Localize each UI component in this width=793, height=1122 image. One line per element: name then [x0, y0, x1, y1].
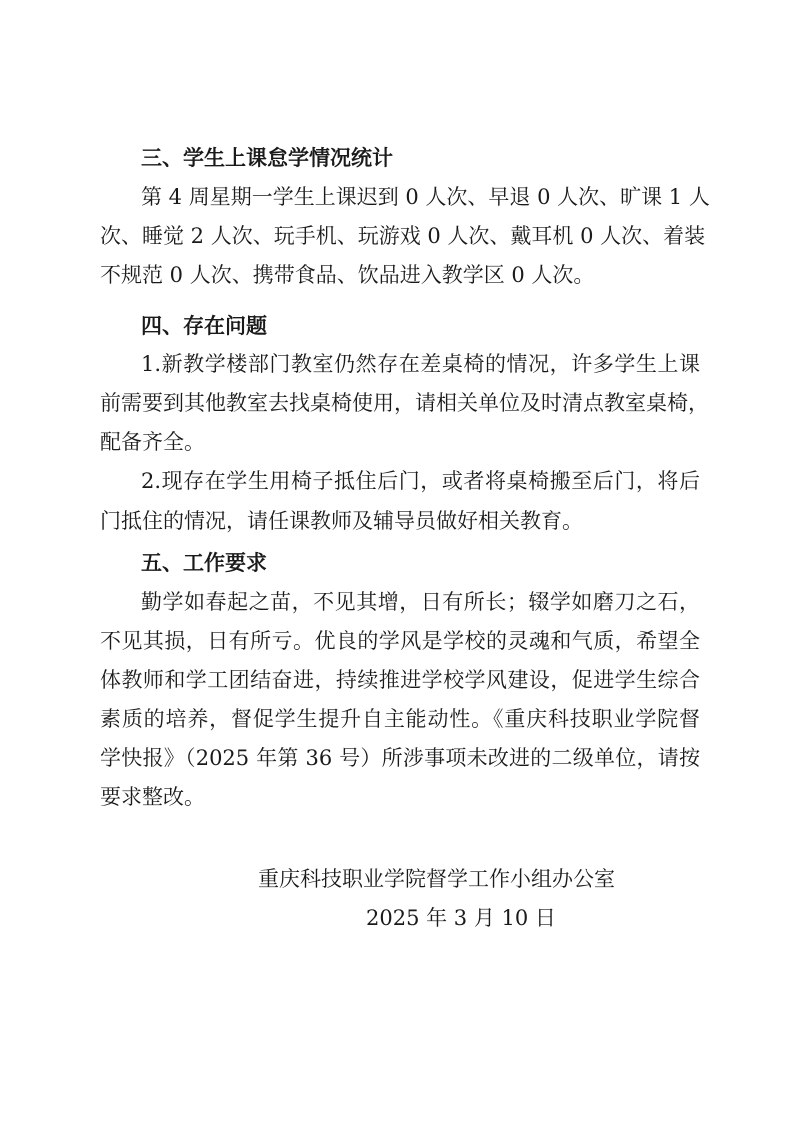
section-3-line-2: 次、睡觉 2 人次、玩手机、玩游戏 0 人次、戴耳机 0 人次、着装	[100, 224, 706, 248]
section-3-line-1: 第 4 周星期一学生上课迟到 0 人次、早退 0 人次、旷课 1 人	[141, 185, 710, 209]
section-3-heading: 三、学生上课怠学情况统计	[141, 146, 393, 170]
section-4-item-1-line-2: 前需要到其他教室去找桌椅使用，请相关单位及时清点教室桌椅，	[100, 391, 709, 415]
section-3-line-3: 不规范 0 人次、携带食品、饮品进入教学区 0 人次。	[100, 263, 595, 287]
section-4-item-2-line-1: 2.现存在学生用椅子抵住后门，或者将桌椅搬至后门，将后	[141, 469, 700, 493]
section-5-line-4: 素质的培养，督促学生提升自主能动性。《重庆科技职业学院督	[100, 707, 700, 731]
section-4-item-1-line-3: 配备齐全。	[100, 430, 205, 454]
section-4-item-2-line-2: 门抵住的情况，请任课教师及辅导员做好相关教育。	[100, 509, 583, 533]
section-5-line-3: 体教师和学工团结奋进，持续推进学校学风建设，促进学生综合	[100, 668, 700, 692]
section-5-line-6: 要求整改。	[100, 785, 205, 809]
section-5-heading: 五、工作要求	[141, 551, 267, 575]
section-5-line-5: 学快报》（2025 年第 36 号）所涉事项未改进的二级单位，请按	[100, 746, 700, 770]
section-4-item-1-line-1: 1.新教学楼部门教室仍然存在差桌椅的情况，许多学生上课	[141, 352, 700, 376]
signature-office: 重庆科技职业学院督学工作小组办公室	[258, 867, 615, 891]
section-5-line-1: 勤学如春起之苗，不见其增，日有所长；辍学如磨刀之石，	[141, 590, 700, 614]
section-5-line-2: 不见其损，日有所亏。优良的学风是学校的灵魂和气质，希望全	[100, 629, 700, 653]
section-4-heading: 四、存在问题	[141, 314, 267, 338]
signature-date: 2025 年 3 月 10 日	[366, 906, 556, 930]
